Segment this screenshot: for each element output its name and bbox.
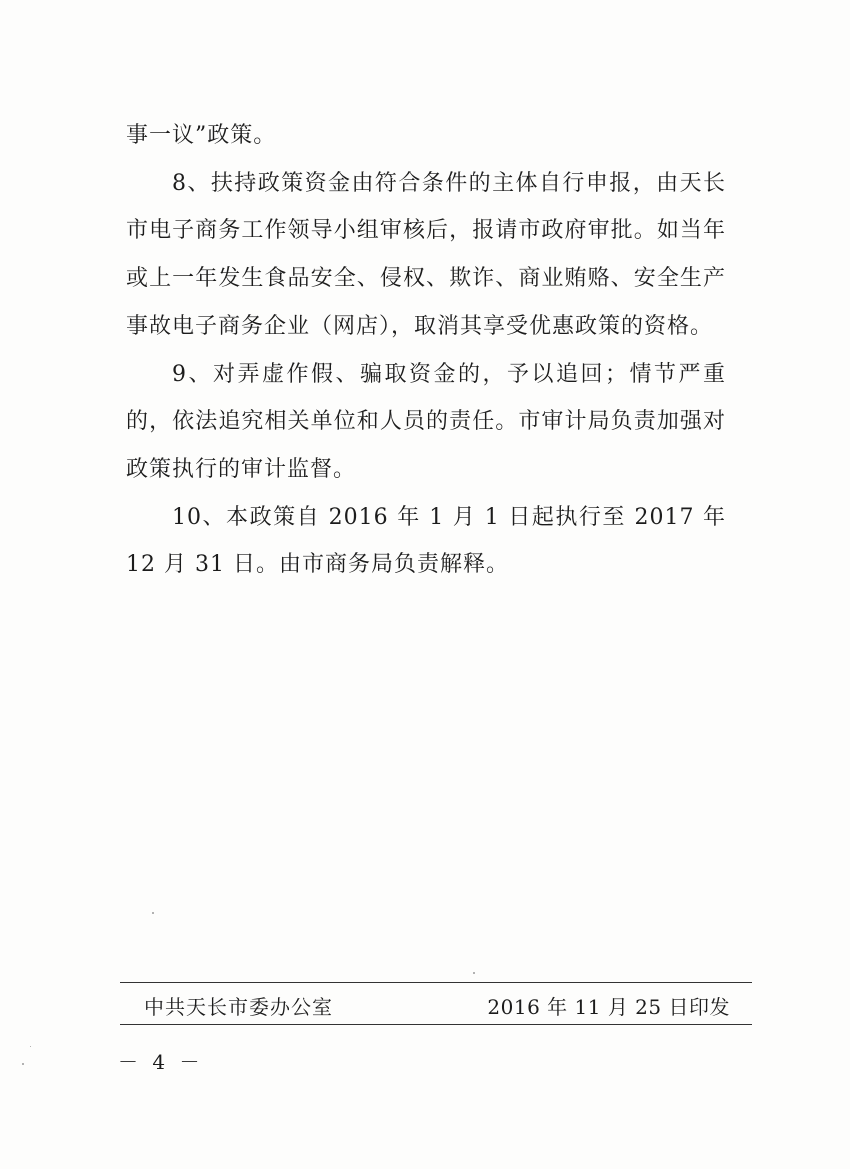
paragraph-item-10: 10、本政策自 2016 年 1 月 1 日起执行至 2017 年 12 月 31 日。由市商务局负责解释。: [126, 504, 726, 578]
paragraph-continuation: 事一议”政策。: [126, 123, 277, 148]
document-body: [126, 112, 726, 589]
paragraph-item-8: 8、扶持政策资金由符合条件的主体自行申报，由天长市电子商务工作领导小组审核后，报请市政府审批。如当年或上一年发生食品安全、侵权、欺诈、商业贿赂、安全生产事故电子商务企业（网店），取消其享受优惠政策的资格。: [126, 170, 726, 339]
footer-bottom-rule: [120, 1024, 752, 1025]
scan-speck: [30, 1046, 31, 1047]
issue-date: 2016 年 11 月 25 日印发: [487, 995, 730, 1019]
issuing-office: 中共天长市委办公室: [144, 995, 333, 1019]
paragraph-item-9: 9、对弄虚作假、骗取资金的，予以追回；情节严重的，依法追究相关单位和人员的责任。市审计局负责加强对政策执行的审计监督。: [126, 361, 726, 482]
scan-speck: [22, 1063, 24, 1065]
footer-top-rule: [120, 982, 752, 983]
scan-speck: [473, 972, 475, 974]
scan-speck: [152, 912, 154, 914]
page-number: － 4 －: [118, 1050, 204, 1074]
